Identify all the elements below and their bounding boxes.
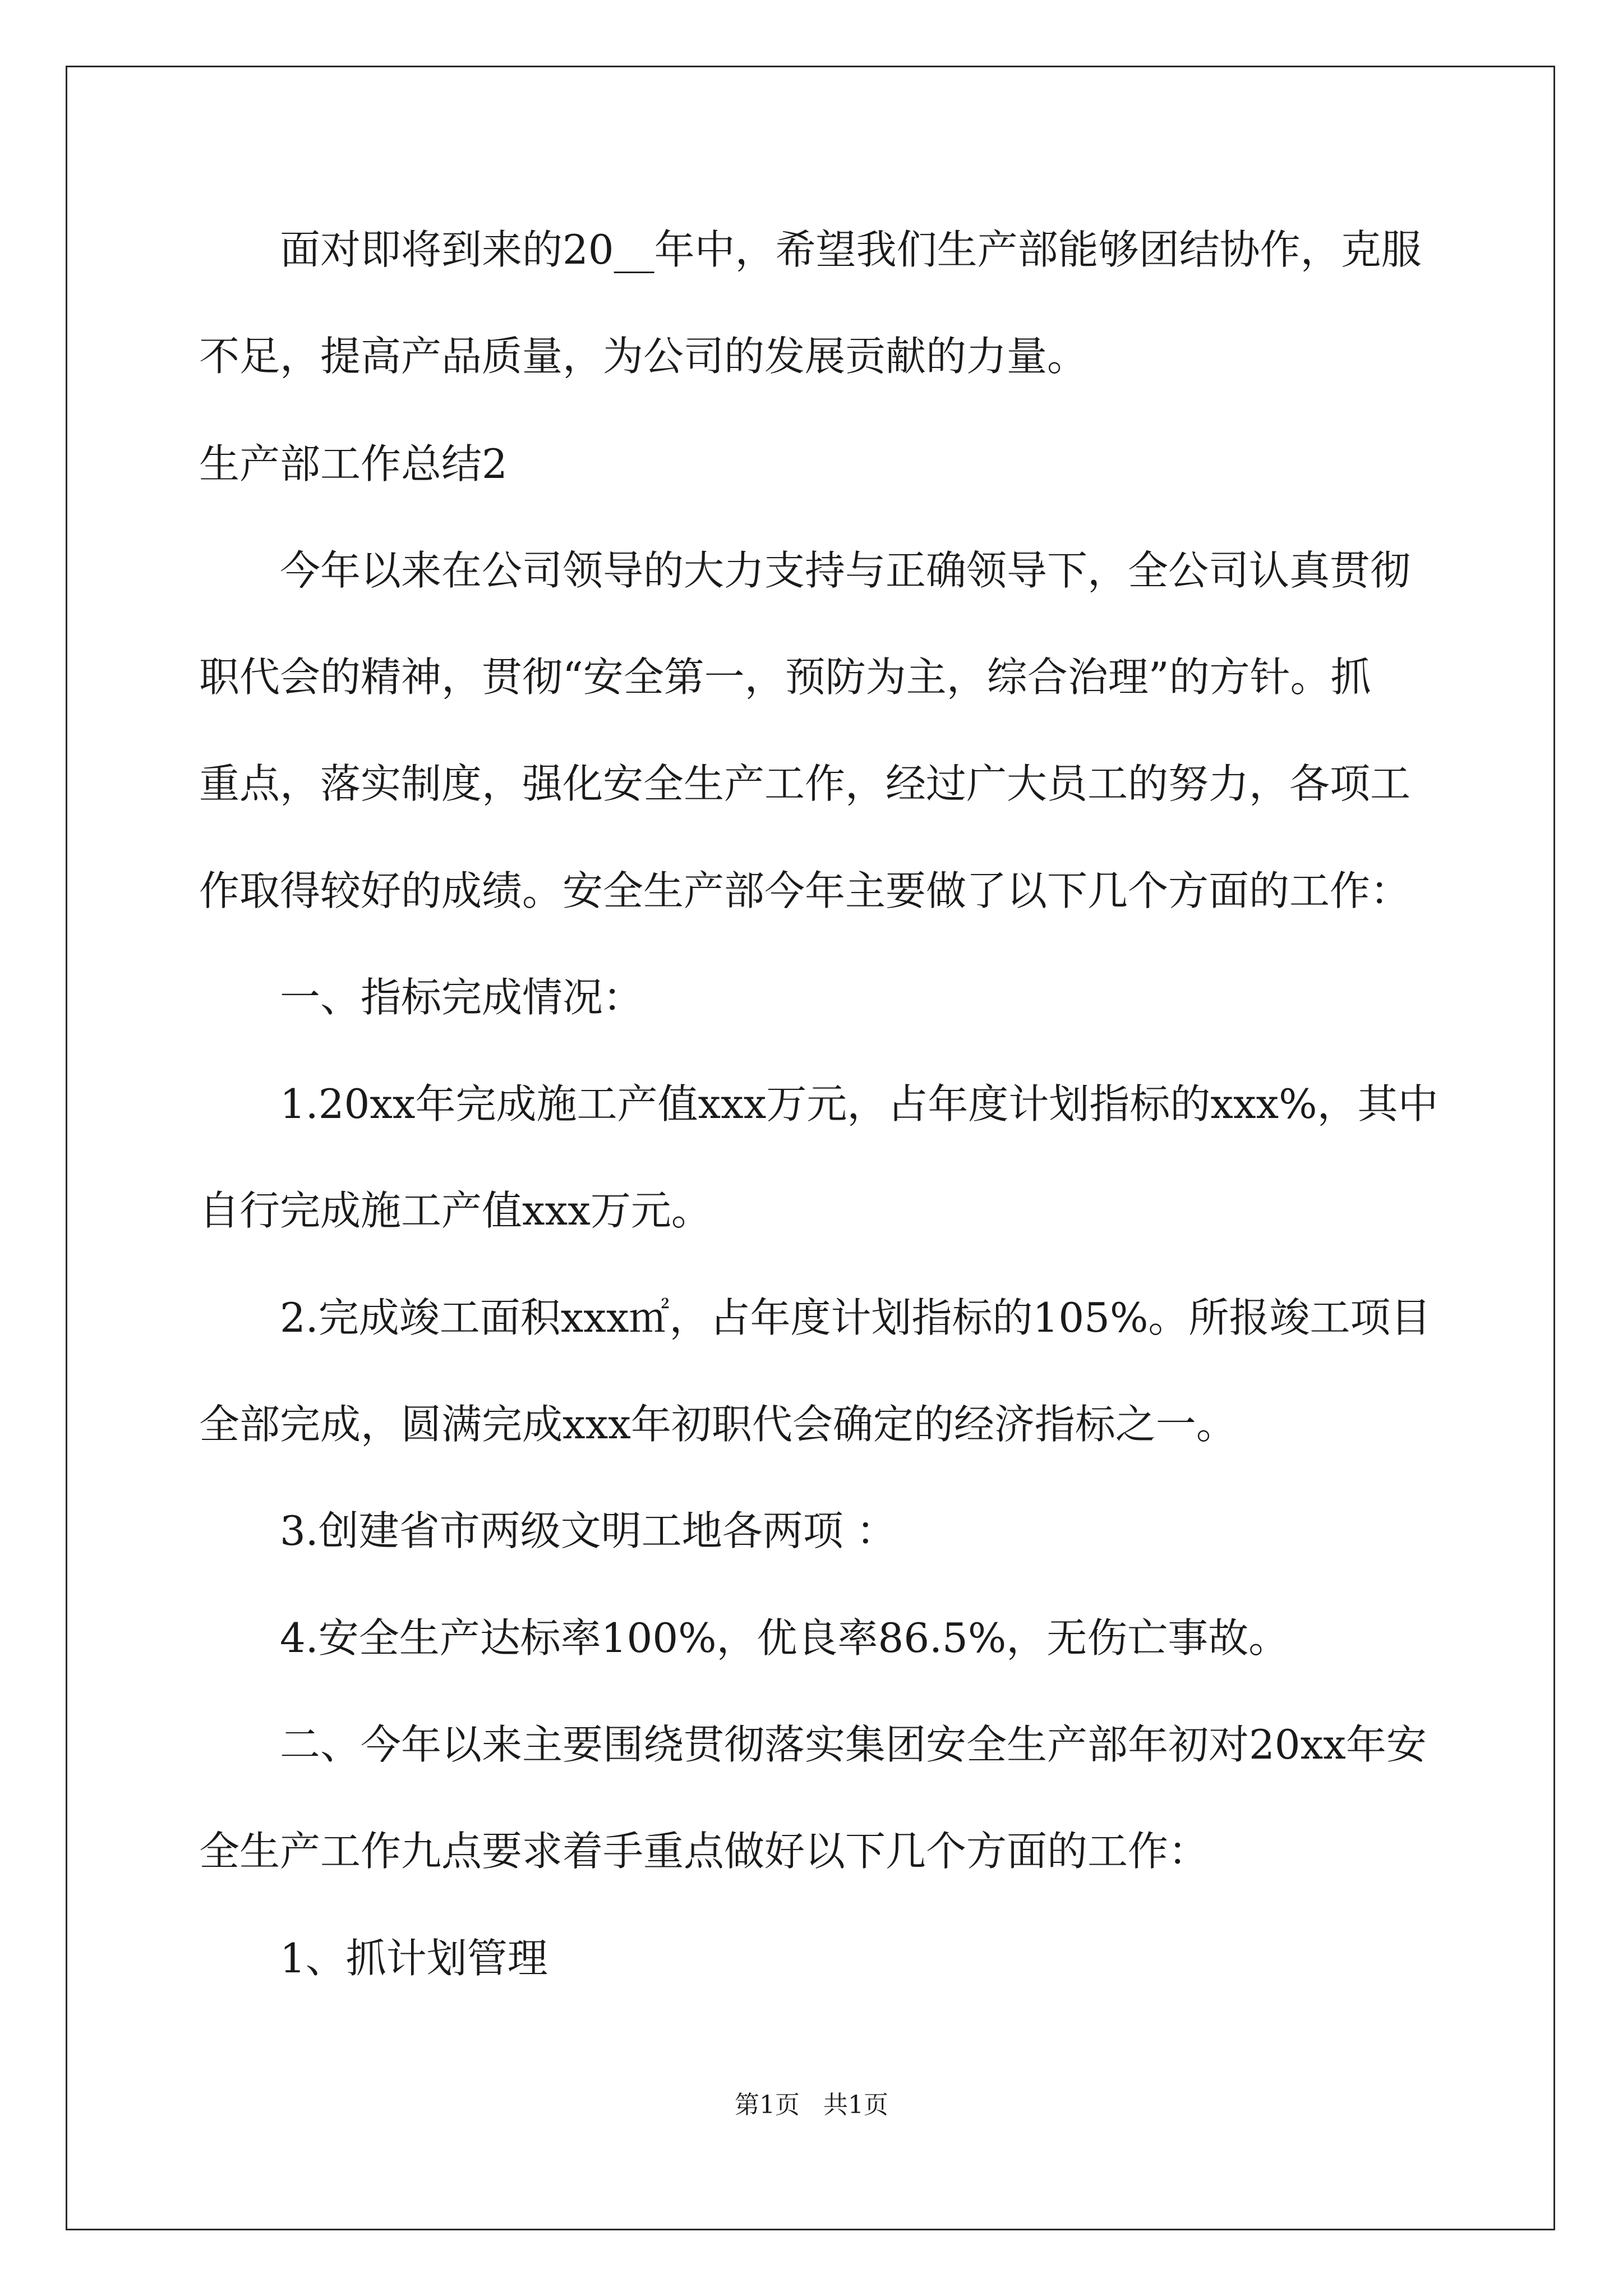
subheading-line: 二、今年以来主要围绕贯彻落实集团安全生产部年初对20xx年安 <box>280 1721 1427 1768</box>
list-item-continued: 自行完成施工产值xxx万元。 <box>199 1187 712 1234</box>
page-border <box>66 66 1555 2230</box>
paragraph-line: 作取得较好的成绩。安全生产部今年主要做了以下几个方面的工作： <box>199 867 1411 914</box>
list-item: 3.创建省市两级文明工地各两项 ： <box>280 1507 897 1554</box>
page-number-footer: 第1页 共1页 <box>735 2091 888 2119</box>
section-heading: 生产部工作总结2 <box>199 440 508 487</box>
paragraph-line: 职代会的精神，贯彻“安全第一，预防为主，综合治理”的方针。抓 <box>199 654 1371 701</box>
paragraph-line: 面对即将到来的20__年中，希望我们生产部能够团结协作，克服 <box>280 226 1422 273</box>
list-item: 1、抓计划管理 <box>280 1935 548 1982</box>
list-item: 1.20xx年完成施工产值xxx万元，占年度计划指标的xxx%，其中 <box>280 1080 1438 1128</box>
list-item: 4.安全生产达标率100%，优良率86.5%，无伤亡事故。 <box>280 1614 1289 1662</box>
list-item-continued: 全部完成，圆满完成xxx年初职代会确定的经济指标之一。 <box>199 1401 1237 1448</box>
paragraph-line: 重点，落实制度，强化安全生产工作，经过广大员工的努力，各项工 <box>199 760 1411 807</box>
list-item: 2.完成竣工面积xxx㎡，占年度计划指标的105%。所报竣工项目 <box>280 1294 1431 1341</box>
paragraph-line: 不足，提高产品质量，为公司的发展贡献的力量。 <box>199 333 1088 380</box>
subheading-line: 一、指标完成情况： <box>280 974 644 1021</box>
paragraph-line: 全生产工作九点要求着手重点做好以下几个方面的工作： <box>199 1828 1209 1875</box>
paragraph-line: 今年以来在公司领导的大力支持与正确领导下，全公司认真贯彻 <box>280 547 1411 594</box>
